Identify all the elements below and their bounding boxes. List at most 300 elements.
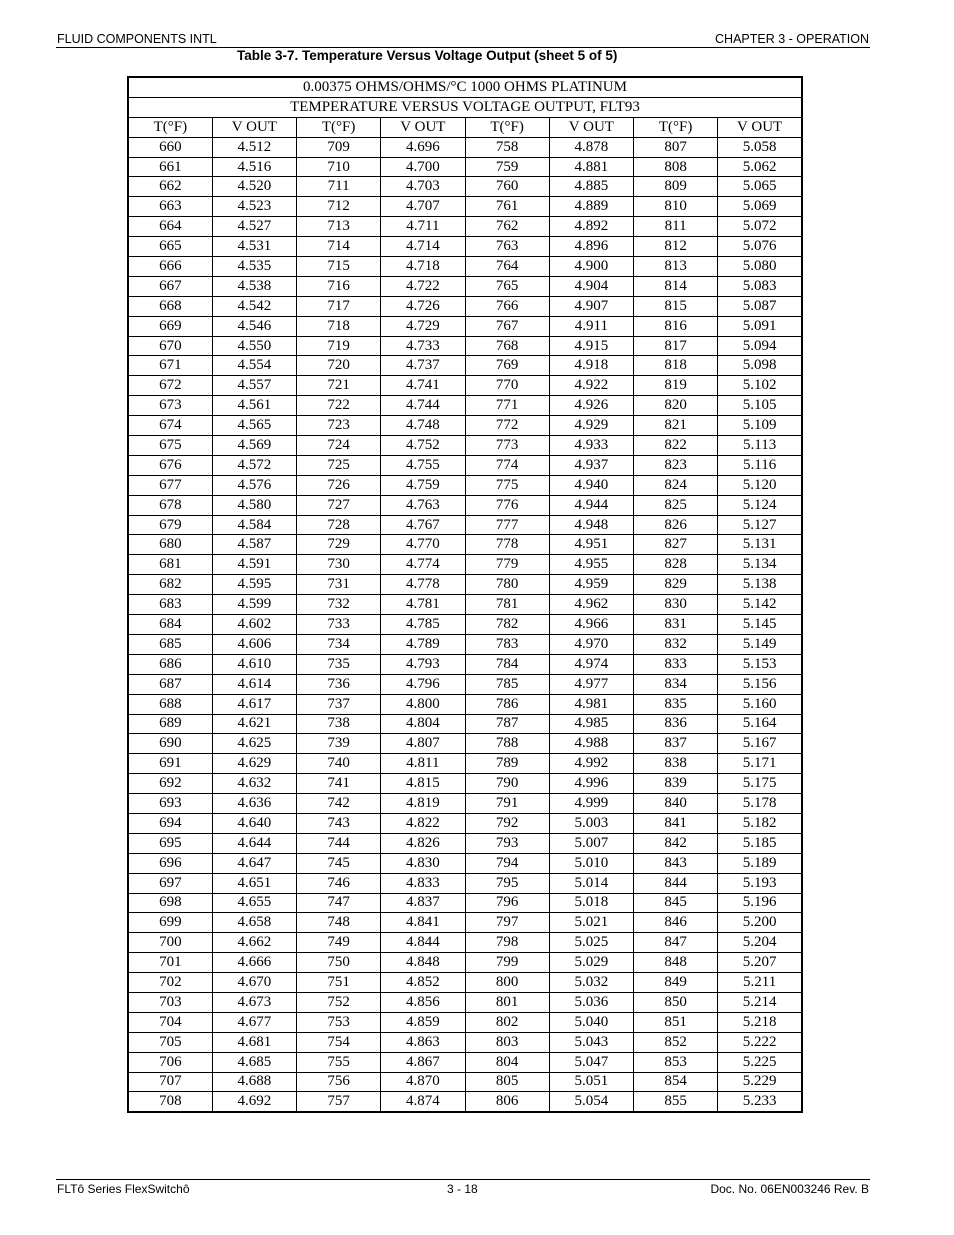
table-cell: 5.233 — [718, 1092, 802, 1112]
table-cell: 662 — [128, 177, 212, 197]
table-cell: 793 — [465, 833, 549, 853]
table-cell: 4.804 — [381, 714, 465, 734]
table-cell: 4.781 — [381, 595, 465, 615]
table-cell: 4.981 — [549, 694, 633, 714]
table-row — [128, 356, 802, 376]
table-cell: 4.856 — [381, 992, 465, 1012]
table-row — [128, 1092, 802, 1112]
table-cell: 5.175 — [718, 774, 802, 794]
table-cell: 682 — [128, 575, 212, 595]
table-cell: 674 — [128, 416, 212, 436]
table-row — [128, 575, 802, 595]
table-cell: 717 — [297, 296, 381, 316]
table-cell: 848 — [634, 953, 718, 973]
table-cell: 5.222 — [718, 1032, 802, 1052]
table-cell: 813 — [634, 257, 718, 277]
table-cell: 4.516 — [212, 157, 296, 177]
table-cell: 5.200 — [718, 913, 802, 933]
table-cell: 774 — [465, 455, 549, 475]
table-row — [128, 177, 802, 197]
table-cell: 4.885 — [549, 177, 633, 197]
table-cell: 5.051 — [549, 1072, 633, 1092]
table-title-line-2: TEMPERATURE VERSUS VOLTAGE OUTPUT, FLT93 — [128, 97, 802, 117]
table-cell: 701 — [128, 953, 212, 973]
table-cell: 695 — [128, 833, 212, 853]
table-cell: 4.692 — [212, 1092, 296, 1112]
table-cell: 750 — [297, 953, 381, 973]
table-cell: 5.189 — [718, 853, 802, 873]
table-cell: 4.722 — [381, 276, 465, 296]
table-container — [127, 76, 803, 1113]
table-cell: 768 — [465, 336, 549, 356]
table-cell: 4.848 — [381, 953, 465, 973]
column-header: T(°F) — [297, 117, 381, 137]
table-cell: 5.069 — [718, 197, 802, 217]
table-cell: 678 — [128, 495, 212, 515]
table-cell: 839 — [634, 774, 718, 794]
table-cell: 722 — [297, 396, 381, 416]
table-cell: 773 — [465, 436, 549, 456]
table-cell: 737 — [297, 694, 381, 714]
table-cell: 4.576 — [212, 475, 296, 495]
table-cell: 727 — [297, 495, 381, 515]
table-row — [128, 674, 802, 694]
table-row — [128, 555, 802, 575]
table-cell: 4.889 — [549, 197, 633, 217]
table-cell: 4.867 — [381, 1052, 465, 1072]
table-cell: 708 — [128, 1092, 212, 1112]
table-cell: 4.707 — [381, 197, 465, 217]
table-row — [128, 217, 802, 237]
table-row — [128, 1072, 802, 1092]
table-cell: 804 — [465, 1052, 549, 1072]
table-cell: 797 — [465, 913, 549, 933]
table-cell: 4.606 — [212, 634, 296, 654]
table-cell: 786 — [465, 694, 549, 714]
table-cell: 5.105 — [718, 396, 802, 416]
table-cell: 4.554 — [212, 356, 296, 376]
footer-page-number: 3 - 18 — [447, 1182, 478, 1196]
column-header: V OUT — [381, 117, 465, 137]
table-cell: 826 — [634, 515, 718, 535]
table-cell: 4.632 — [212, 774, 296, 794]
table-cell: 4.546 — [212, 316, 296, 336]
table-cell: 740 — [297, 754, 381, 774]
table-cell: 4.933 — [549, 436, 633, 456]
table-cell: 5.094 — [718, 336, 802, 356]
table-cell: 4.826 — [381, 833, 465, 853]
table-cell: 681 — [128, 555, 212, 575]
table-row — [128, 973, 802, 993]
table-cell: 5.127 — [718, 515, 802, 535]
table-cell: 4.785 — [381, 615, 465, 635]
table-cell: 739 — [297, 734, 381, 754]
table-cell: 5.167 — [718, 734, 802, 754]
table-cell: 790 — [465, 774, 549, 794]
table-cell: 705 — [128, 1032, 212, 1052]
table-cell: 4.591 — [212, 555, 296, 575]
table-cell: 4.822 — [381, 813, 465, 833]
table-cell: 5.021 — [549, 913, 633, 933]
table-cell: 4.948 — [549, 515, 633, 535]
table-cell: 5.164 — [718, 714, 802, 734]
table-cell: 742 — [297, 794, 381, 814]
table-cell: 803 — [465, 1032, 549, 1052]
table-cell: 687 — [128, 674, 212, 694]
temperature-voltage-table — [127, 76, 803, 1113]
table-cell: 5.131 — [718, 535, 802, 555]
table-cell: 782 — [465, 615, 549, 635]
table-cell: 779 — [465, 555, 549, 575]
table-cell: 666 — [128, 257, 212, 277]
table-cell: 754 — [297, 1032, 381, 1052]
table-cell: 4.599 — [212, 595, 296, 615]
table-cell: 702 — [128, 973, 212, 993]
table-cell: 5.204 — [718, 933, 802, 953]
table-cell: 4.621 — [212, 714, 296, 734]
table-cell: 776 — [465, 495, 549, 515]
table-cell: 4.617 — [212, 694, 296, 714]
table-cell: 4.602 — [212, 615, 296, 635]
table-cell: 4.996 — [549, 774, 633, 794]
column-header: T(°F) — [634, 117, 718, 137]
table-cell: 841 — [634, 813, 718, 833]
table-cell: 845 — [634, 893, 718, 913]
table-cell: 709 — [297, 137, 381, 157]
table-cell: 730 — [297, 555, 381, 575]
table-cell: 4.685 — [212, 1052, 296, 1072]
table-cell: 677 — [128, 475, 212, 495]
table-cell: 5.072 — [718, 217, 802, 237]
table-cell: 684 — [128, 615, 212, 635]
footer-product: FLTô Series FlexSwitchô — [57, 1182, 190, 1196]
table-cell: 752 — [297, 992, 381, 1012]
table-cell: 819 — [634, 376, 718, 396]
table-cell: 807 — [634, 137, 718, 157]
table-cell: 5.058 — [718, 137, 802, 157]
table-cell: 827 — [634, 535, 718, 555]
table-cell: 4.561 — [212, 396, 296, 416]
table-cell: 753 — [297, 1012, 381, 1032]
table-cell: 4.841 — [381, 913, 465, 933]
table-cell: 820 — [634, 396, 718, 416]
table-cell: 5.047 — [549, 1052, 633, 1072]
table-cell: 772 — [465, 416, 549, 436]
table-cell: 699 — [128, 913, 212, 933]
table-cell: 765 — [465, 276, 549, 296]
table-cell: 5.076 — [718, 237, 802, 257]
table-cell: 4.666 — [212, 953, 296, 973]
table-cell: 4.759 — [381, 475, 465, 495]
table-cell: 783 — [465, 634, 549, 654]
table-cell: 4.580 — [212, 495, 296, 515]
table-cell: 4.992 — [549, 754, 633, 774]
table-cell: 4.718 — [381, 257, 465, 277]
table-cell: 5.113 — [718, 436, 802, 456]
table-cell: 4.778 — [381, 575, 465, 595]
table-cell: 4.670 — [212, 973, 296, 993]
table-cell: 4.755 — [381, 455, 465, 475]
table-cell: 4.557 — [212, 376, 296, 396]
table-body — [128, 137, 802, 1112]
table-cell: 4.878 — [549, 137, 633, 157]
table-cell: 851 — [634, 1012, 718, 1032]
table-cell: 696 — [128, 853, 212, 873]
table-cell: 711 — [297, 177, 381, 197]
table-cell: 751 — [297, 973, 381, 993]
table-cell: 4.595 — [212, 575, 296, 595]
table-cell: 743 — [297, 813, 381, 833]
table-cell: 812 — [634, 237, 718, 257]
table-cell: 849 — [634, 973, 718, 993]
table-cell: 4.527 — [212, 217, 296, 237]
table-row — [128, 794, 802, 814]
table-row — [128, 992, 802, 1012]
table-cell: 661 — [128, 157, 212, 177]
table-cell: 5.160 — [718, 694, 802, 714]
table-cell: 842 — [634, 833, 718, 853]
header-company: FLUID COMPONENTS INTL — [57, 32, 217, 46]
table-cell: 4.729 — [381, 316, 465, 336]
table-cell: 716 — [297, 276, 381, 296]
table-cell: 4.696 — [381, 137, 465, 157]
table-cell: 785 — [465, 674, 549, 694]
table-cell: 5.134 — [718, 555, 802, 575]
table-cell: 770 — [465, 376, 549, 396]
table-cell: 676 — [128, 455, 212, 475]
table-cell: 4.896 — [549, 237, 633, 257]
table-cell: 4.614 — [212, 674, 296, 694]
table-cell: 5.182 — [718, 813, 802, 833]
table-cell: 732 — [297, 595, 381, 615]
table-cell: 855 — [634, 1092, 718, 1112]
table-cell: 4.629 — [212, 754, 296, 774]
table-cell: 4.833 — [381, 873, 465, 893]
table-cell: 777 — [465, 515, 549, 535]
table-cell: 729 — [297, 535, 381, 555]
table-cell: 5.087 — [718, 296, 802, 316]
table-cell: 700 — [128, 933, 212, 953]
table-cell: 4.881 — [549, 157, 633, 177]
table-cell: 4.677 — [212, 1012, 296, 1032]
table-cell: 4.587 — [212, 535, 296, 555]
table-row — [128, 1032, 802, 1052]
table-cell: 726 — [297, 475, 381, 495]
table-row — [128, 754, 802, 774]
table-cell: 788 — [465, 734, 549, 754]
table-cell: 672 — [128, 376, 212, 396]
table-cell: 4.658 — [212, 913, 296, 933]
table-cell: 4.542 — [212, 296, 296, 316]
table-cell: 4.922 — [549, 376, 633, 396]
column-header: V OUT — [718, 117, 802, 137]
table-cell: 787 — [465, 714, 549, 734]
table-cell: 4.737 — [381, 356, 465, 376]
table-cell: 735 — [297, 654, 381, 674]
table-cell: 691 — [128, 754, 212, 774]
table-cell: 719 — [297, 336, 381, 356]
table-row — [128, 475, 802, 495]
table-cell: 852 — [634, 1032, 718, 1052]
table-cell: 4.711 — [381, 217, 465, 237]
table-cell: 4.651 — [212, 873, 296, 893]
table-cell: 792 — [465, 813, 549, 833]
table-cell: 698 — [128, 893, 212, 913]
table-cell: 835 — [634, 694, 718, 714]
table-cell: 4.752 — [381, 436, 465, 456]
table-cell: 771 — [465, 396, 549, 416]
table-cell: 830 — [634, 595, 718, 615]
table-cell: 817 — [634, 336, 718, 356]
table-cell: 763 — [465, 237, 549, 257]
table-cell: 764 — [465, 257, 549, 277]
table-title-row-2 — [128, 97, 802, 117]
table-cell: 5.032 — [549, 973, 633, 993]
table-cell: 690 — [128, 734, 212, 754]
table-cell: 718 — [297, 316, 381, 336]
table-row — [128, 774, 802, 794]
table-cell: 5.109 — [718, 416, 802, 436]
table-cell: 4.929 — [549, 416, 633, 436]
table-row — [128, 813, 802, 833]
table-cell: 4.796 — [381, 674, 465, 694]
table-cell: 4.681 — [212, 1032, 296, 1052]
table-row — [128, 197, 802, 217]
table-cell: 4.714 — [381, 237, 465, 257]
table-cell: 731 — [297, 575, 381, 595]
table-cell: 4.748 — [381, 416, 465, 436]
table-cell: 4.774 — [381, 555, 465, 575]
table-row — [128, 455, 802, 475]
table-row — [128, 257, 802, 277]
table-cell: 5.098 — [718, 356, 802, 376]
table-cell: 4.572 — [212, 455, 296, 475]
table-cell: 738 — [297, 714, 381, 734]
table-row — [128, 137, 802, 157]
table-cell: 837 — [634, 734, 718, 754]
table-cell: 757 — [297, 1092, 381, 1112]
table-cell: 766 — [465, 296, 549, 316]
table-cell: 720 — [297, 356, 381, 376]
table-cell: 741 — [297, 774, 381, 794]
table-cell: 5.014 — [549, 873, 633, 893]
table-cell: 4.636 — [212, 794, 296, 814]
table-cell: 4.966 — [549, 615, 633, 635]
table-row — [128, 873, 802, 893]
table-cell: 5.229 — [718, 1072, 802, 1092]
table-cell: 809 — [634, 177, 718, 197]
table-cell: 663 — [128, 197, 212, 217]
table-cell: 5.102 — [718, 376, 802, 396]
table-cell: 791 — [465, 794, 549, 814]
table-cell: 769 — [465, 356, 549, 376]
table-cell: 689 — [128, 714, 212, 734]
table-cell: 4.944 — [549, 495, 633, 515]
table-cell: 767 — [465, 316, 549, 336]
table-cell: 688 — [128, 694, 212, 714]
table-cell: 4.726 — [381, 296, 465, 316]
table-row — [128, 376, 802, 396]
table-cell: 673 — [128, 396, 212, 416]
table-cell: 760 — [465, 177, 549, 197]
table-cell: 4.874 — [381, 1092, 465, 1112]
table-cell: 4.863 — [381, 1032, 465, 1052]
table-row — [128, 634, 802, 654]
table-cell: 747 — [297, 893, 381, 913]
table-cell: 697 — [128, 873, 212, 893]
table-cell: 723 — [297, 416, 381, 436]
table-cell: 710 — [297, 157, 381, 177]
table-cell: 660 — [128, 137, 212, 157]
table-cell: 850 — [634, 992, 718, 1012]
table-cell: 4.763 — [381, 495, 465, 515]
table-cell: 5.185 — [718, 833, 802, 853]
header-chapter: CHAPTER 3 - OPERATION — [715, 32, 869, 46]
table-cell: 834 — [634, 674, 718, 694]
table-cell: 4.640 — [212, 813, 296, 833]
table-cell: 4.937 — [549, 455, 633, 475]
table-cell: 748 — [297, 913, 381, 933]
table-cell: 5.054 — [549, 1092, 633, 1112]
table-header-row — [128, 117, 802, 137]
table-row — [128, 654, 802, 674]
table-cell: 759 — [465, 157, 549, 177]
table-cell: 4.951 — [549, 535, 633, 555]
table-title-line-1: 0.00375 OHMS/OHMS/°C 1000 OHMS PLATINUM — [128, 77, 802, 97]
table-cell: 694 — [128, 813, 212, 833]
table-cell: 808 — [634, 157, 718, 177]
table-cell: 4.852 — [381, 973, 465, 993]
table-cell: 836 — [634, 714, 718, 734]
table-row — [128, 833, 802, 853]
table-cell: 683 — [128, 595, 212, 615]
footer-divider — [56, 1179, 870, 1180]
table-cell: 5.018 — [549, 893, 633, 913]
table-cell: 721 — [297, 376, 381, 396]
table-row — [128, 396, 802, 416]
table-cell: 5.218 — [718, 1012, 802, 1032]
table-row — [128, 615, 802, 635]
table-cell: 5.003 — [549, 813, 633, 833]
table-row — [128, 316, 802, 336]
table-cell: 824 — [634, 475, 718, 495]
table-row — [128, 276, 802, 296]
table-cell: 5.153 — [718, 654, 802, 674]
table-cell: 4.918 — [549, 356, 633, 376]
table-row — [128, 535, 802, 555]
table-cell: 823 — [634, 455, 718, 475]
table-cell: 4.819 — [381, 794, 465, 814]
table-cell: 800 — [465, 973, 549, 993]
table-cell: 4.915 — [549, 336, 633, 356]
table-cell: 4.800 — [381, 694, 465, 714]
table-row — [128, 237, 802, 257]
table-cell: 798 — [465, 933, 549, 953]
table-cell: 780 — [465, 575, 549, 595]
table-cell: 693 — [128, 794, 212, 814]
table-cell: 821 — [634, 416, 718, 436]
table-cell: 668 — [128, 296, 212, 316]
table-cell: 4.999 — [549, 794, 633, 814]
table-cell: 4.815 — [381, 774, 465, 794]
table-cell: 749 — [297, 933, 381, 953]
table-row — [128, 595, 802, 615]
table-cell: 795 — [465, 873, 549, 893]
table-cell: 847 — [634, 933, 718, 953]
table-title-row-1 — [128, 77, 802, 97]
table-cell: 4.974 — [549, 654, 633, 674]
table-cell: 4.647 — [212, 853, 296, 873]
